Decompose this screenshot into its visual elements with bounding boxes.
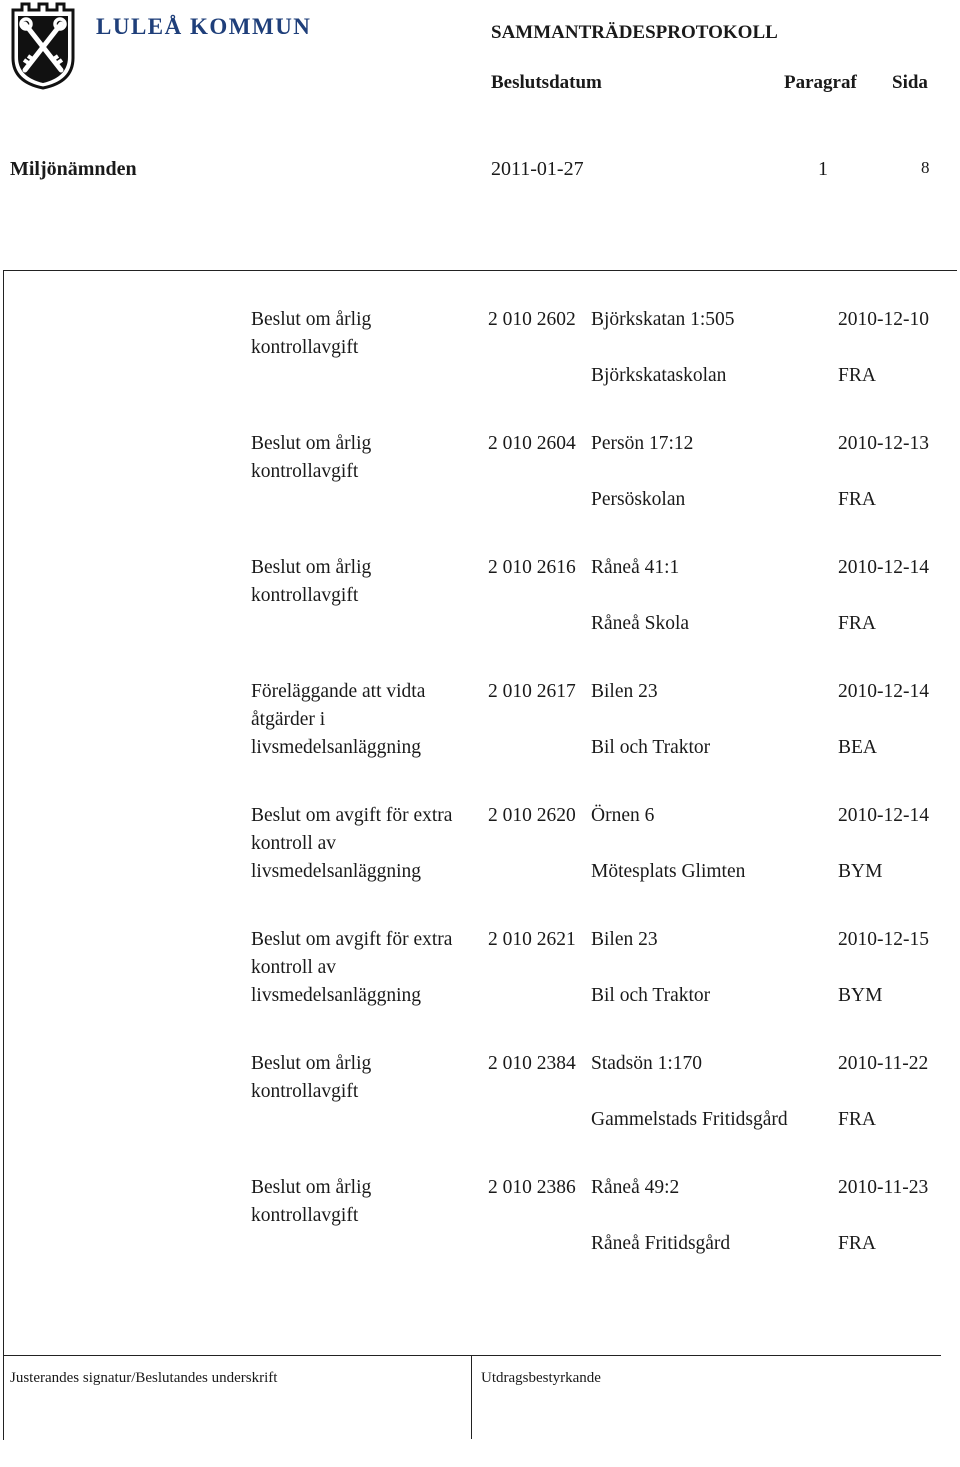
list-item <box>0 926 960 1050</box>
facility-name: Björkskataskolan <box>591 365 727 386</box>
department-code: FRA <box>838 365 876 386</box>
decision-date: 2010-12-14 <box>838 805 929 826</box>
property-designation: Stadsön 1:170 <box>591 1053 703 1074</box>
property-designation: Örnen 6 <box>591 805 655 826</box>
page-number: 8 <box>921 158 930 177</box>
decision-title: Beslut om avgift för extra kontroll av livsmedelsanläggning <box>251 805 453 882</box>
list-item <box>0 802 960 926</box>
department-code: BEA <box>838 737 877 758</box>
decision-date: 2011-01-27 <box>491 158 584 180</box>
decision-date: 2010-12-15 <box>838 929 929 950</box>
decision-title: Beslut om avgift för extra kontroll av livsmedelsanläggning <box>251 929 453 1006</box>
decision-date-label: Beslutsdatum <box>491 72 602 93</box>
department-code: BYM <box>838 861 883 882</box>
facility-name: Mötesplats Glimten <box>591 861 746 882</box>
list-item <box>0 1050 960 1174</box>
department-code: FRA <box>838 613 876 634</box>
committee-name: Miljönämnden <box>10 158 137 180</box>
property-designation: Persön 17:12 <box>591 433 694 454</box>
signature-label: Justerandes signatur/Beslutandes underskrift <box>10 1370 278 1386</box>
footer-divider <box>3 1355 941 1356</box>
decision-date: 2010-12-10 <box>838 309 929 330</box>
decision-title: Beslut om årlig kontrollavgift <box>251 1053 372 1102</box>
decision-title: Beslut om årlig kontrollavgift <box>251 309 372 358</box>
page-label: Sida <box>892 72 928 93</box>
list-item <box>0 430 960 554</box>
decision-date: 2010-11-22 <box>838 1053 929 1074</box>
paragraph-label: Paragraf <box>784 72 857 93</box>
facility-name: Persöskolan <box>591 489 686 510</box>
decision-title: Beslut om årlig kontrollavgift <box>251 1177 372 1226</box>
property-designation: Bilen 23 <box>591 681 658 702</box>
case-number: 2 010 2617 <box>488 681 576 702</box>
content-frame-top <box>3 270 957 271</box>
case-number: 2 010 2604 <box>488 433 576 454</box>
department-code: FRA <box>838 1109 876 1130</box>
case-number: 2 010 2616 <box>488 557 576 578</box>
list-item <box>0 1174 960 1298</box>
certification-label: Utdragsbestyrkande <box>481 1370 601 1386</box>
list-item <box>0 678 960 802</box>
decision-title: Beslut om årlig kontrollavgift <box>251 433 372 482</box>
decision-date: 2010-12-14 <box>838 681 929 702</box>
department-code: BYM <box>838 985 883 1006</box>
property-designation: Björkskatan 1:505 <box>591 309 735 330</box>
facility-name: Bil och Traktor <box>591 737 711 758</box>
facility-name: Bil och Traktor <box>591 985 711 1006</box>
case-number: 2 010 2602 <box>488 309 576 330</box>
case-number: 2 010 2621 <box>488 929 576 950</box>
decision-title: Beslut om årlig kontrollavgift <box>251 557 372 606</box>
decision-date: 2010-12-14 <box>838 557 929 578</box>
decision-title: Föreläggande att vidta åtgärder i livsmedelsanläggning <box>251 681 426 758</box>
organization-name: LULEÅ KOMMUN <box>96 14 312 39</box>
facility-name: Råneå Fritidsgård <box>591 1233 731 1254</box>
case-number: 2 010 2386 <box>488 1177 576 1198</box>
list-item <box>0 306 960 430</box>
footer-column-divider <box>471 1355 472 1439</box>
case-number: 2 010 2384 <box>488 1053 576 1074</box>
facility-name: Råneå Skola <box>591 613 690 634</box>
decision-date: 2010-11-23 <box>838 1177 929 1198</box>
property-designation: Råneå 41:1 <box>591 557 680 578</box>
property-designation: Bilen 23 <box>591 929 658 950</box>
document-type: SAMMANTRÄDESPROTOKOLL <box>491 22 778 43</box>
decision-date: 2010-12-13 <box>838 433 929 454</box>
property-designation: Råneå 49:2 <box>591 1177 680 1198</box>
coat-of-arms-logo <box>10 2 76 90</box>
case-number: 2 010 2620 <box>488 805 576 826</box>
facility-name: Gammelstads Fritidsgård <box>591 1109 788 1130</box>
list-item <box>0 554 960 678</box>
paragraph-number: 1 <box>818 158 828 180</box>
department-code: FRA <box>838 1233 876 1254</box>
department-code: FRA <box>838 489 876 510</box>
